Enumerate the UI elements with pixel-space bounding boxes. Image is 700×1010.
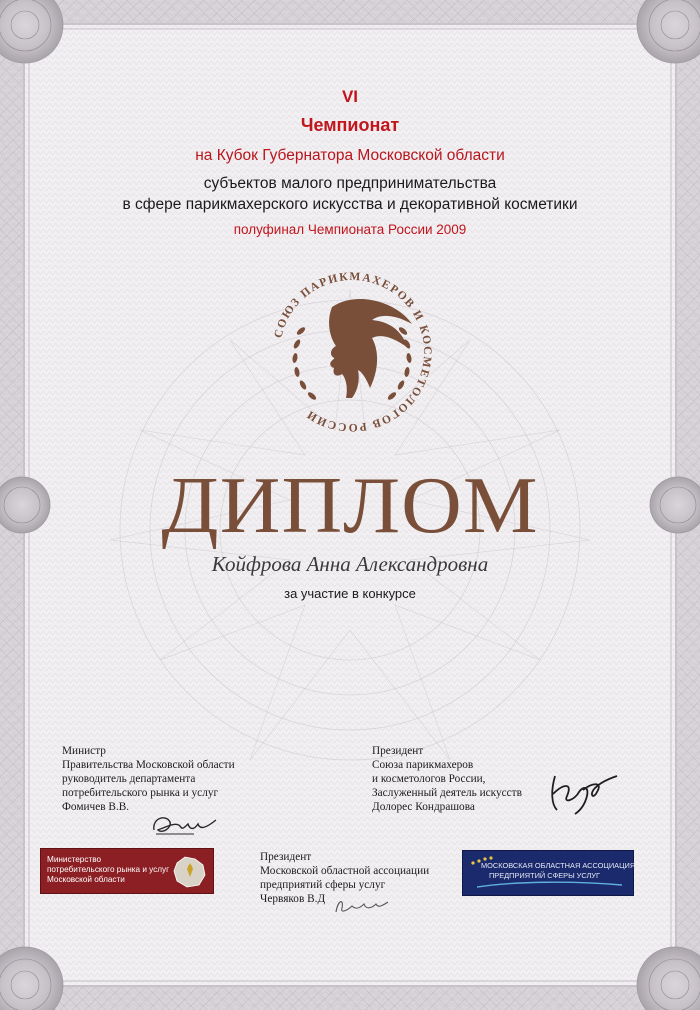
ministry-logo-line: Московской области (47, 875, 125, 884)
ministry-logo-badge (40, 848, 214, 894)
association-logo-line: МОСКОВСКАЯ ОБЛАСТНАЯ АССОЦИАЦИЯ (481, 861, 636, 870)
award-reason: за участие в конкурсе (284, 586, 416, 601)
championship-title: Чемпионат (300, 115, 400, 135)
union-president-signatory: Президент Союза парикмахеров и косметологов России, Заслуженный деятель искусств Долорес Кондрашова (372, 745, 522, 813)
swoosh-icon (477, 881, 622, 889)
association-president-signatory: Президент Московской областной ассоциации предприятий сферы услуг Червяков В.Д (260, 851, 430, 905)
association-logo-badge (462, 850, 634, 896)
ministry-logo-line: потребительского рынка и услуг (47, 865, 170, 874)
semifinal-line: полуфинал Чемпионата России 2009 (233, 222, 467, 237)
ministry-logo-line: Министерство (47, 855, 102, 864)
edition-number: VI (341, 87, 359, 106)
emblem-text: СОЮЗ ПАРИКМАХЕРОВ И КОСМЕТОЛОГОВ РОССИИ (272, 270, 434, 434)
cup-line: на Кубок Губернатора Московской области (195, 147, 505, 164)
recipient-name: Койфрова Анна Александровна (211, 552, 489, 576)
association-signature-icon (332, 894, 390, 918)
association-logo-line: ПРЕДПРИЯТИЙ СФЕРЫ УСЛУГ (489, 871, 601, 880)
minister-signature-icon (150, 808, 220, 842)
subtitle-line-2: в сфере парикмахерского искусства и декоративной косметики (122, 196, 578, 213)
subtitle-line-1: субъектов малого предпринимательства (203, 175, 497, 192)
moscow-region-map-icon (171, 853, 209, 889)
diploma-title: ДИПЛОМ (161, 462, 539, 550)
union-emblem-logo (262, 262, 442, 442)
minister-signatory: Министр Правительства Московской области руководитель департамента потребительского рынка и услуг Фомичев В.В. (62, 745, 235, 813)
president-signature-icon (545, 770, 620, 818)
